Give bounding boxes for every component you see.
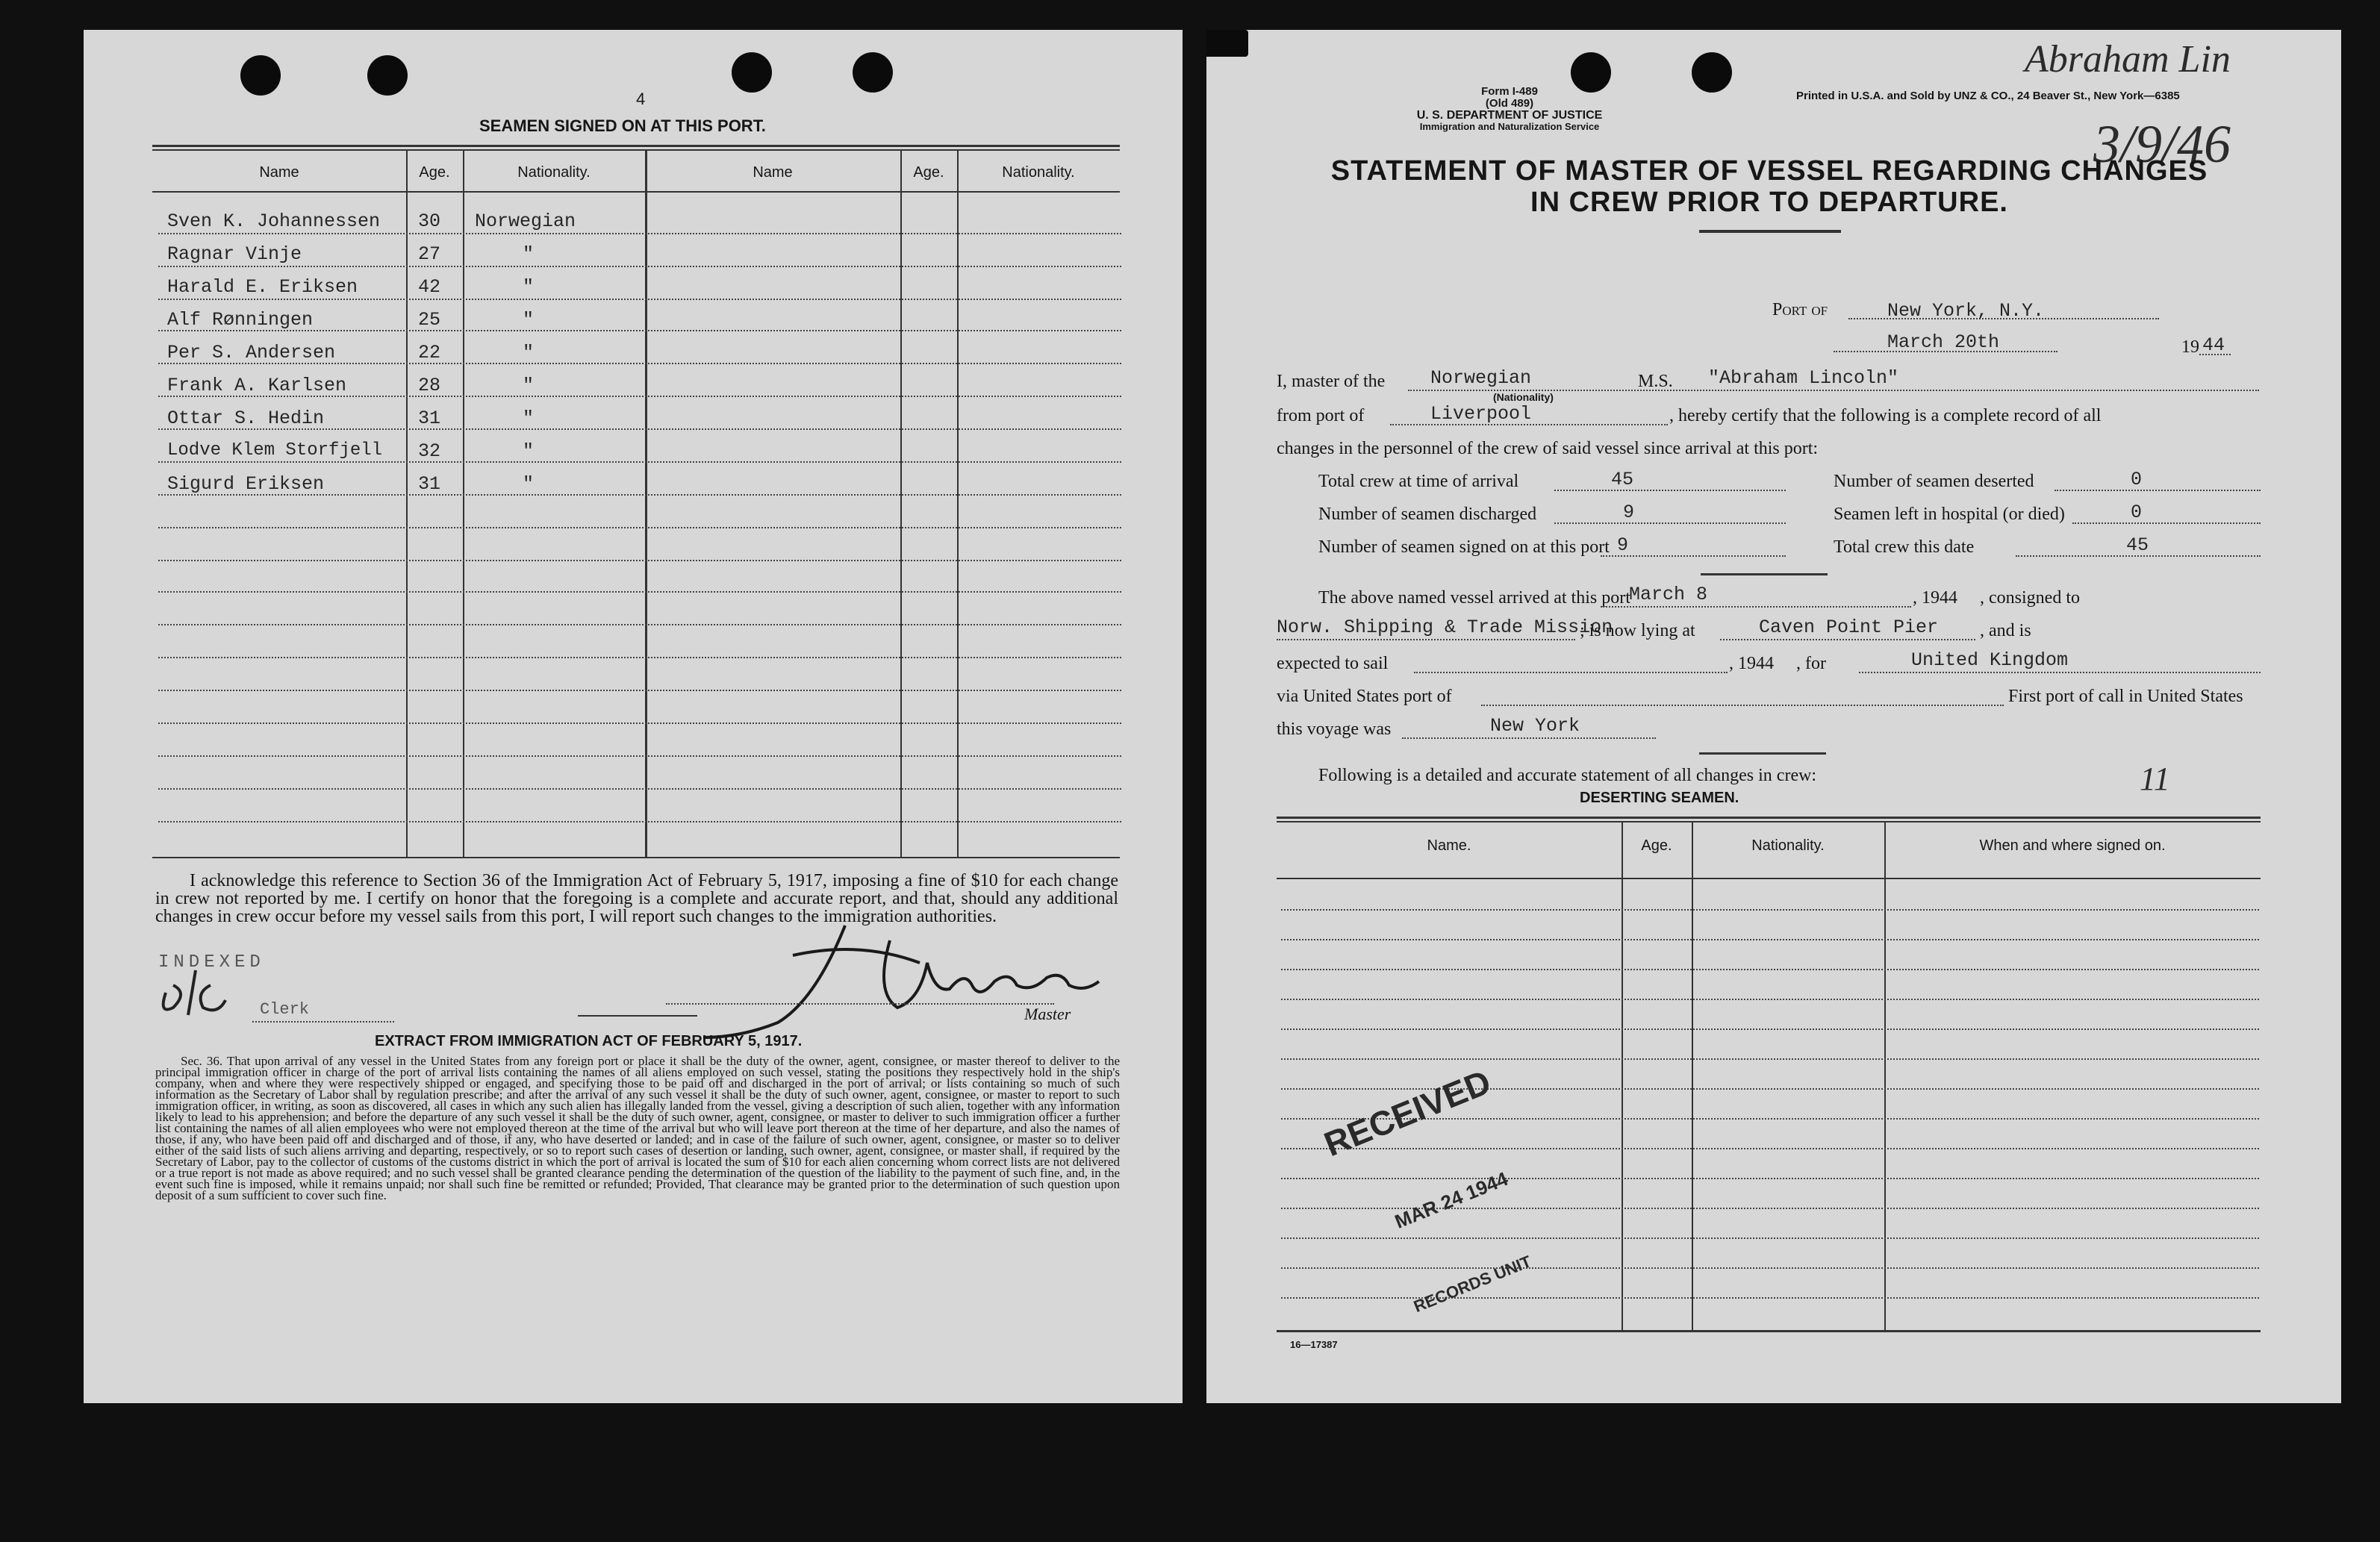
- short-rule: [1701, 573, 1828, 575]
- form-code: 16—17387: [1290, 1339, 1338, 1350]
- hospital-value: 0: [2131, 502, 2143, 523]
- master-signature: [696, 911, 1114, 1045]
- left-page: [84, 30, 1183, 1403]
- extract-title: EXTRACT FROM IMMIGRATION ACT OF FEBRUARY 5, 1917.: [375, 1033, 803, 1049]
- deserting-col-signed-on: When and where signed on.: [1979, 837, 2166, 854]
- total-crew-date-label: Total crew this date: [1834, 537, 1975, 557]
- acknowledgement-text: I acknowledge this reference to Section 36 of the Immigration Act of February 5, 1917, imposing a fine of $10 for each change in crew not reported by me. I certify on honor that the foregoing is a complete and accurate report, and that, should any additional changes in crew occur before my vessel sails from this port, I will report such changes to the immigration authorities.: [155, 871, 1118, 926]
- seaman-name: Sven K. Johannessen: [167, 210, 381, 232]
- clerk-initials: [151, 963, 240, 1023]
- seaman-name: Sigurd Eriksen: [167, 473, 325, 495]
- indexed-stamp: INDEXED: [158, 952, 265, 973]
- col-header-age: Age.: [419, 164, 450, 181]
- column-divider: [645, 149, 647, 857]
- following-text: Following is a detailed and accurate statement of all changes in crew:: [1318, 766, 1817, 785]
- seaman-age: 25: [418, 309, 441, 331]
- column-divider: [957, 149, 959, 857]
- total-crew-arrival-line: [1554, 490, 1786, 491]
- records-unit-stamp: RECORDS UNIT: [1411, 1252, 1534, 1317]
- seaman-age: 32: [418, 440, 441, 462]
- right-page: [1206, 30, 2341, 1403]
- lying-line: [1720, 639, 1975, 640]
- destination-line: [1859, 672, 2261, 673]
- column-divider: [1622, 821, 1623, 1330]
- form-old: (Old 489): [1485, 97, 1534, 110]
- seaman-nationality: ": [523, 408, 535, 429]
- table-bottom-rule: [152, 857, 1120, 858]
- handwritten-vessel-note: Abraham Lin: [2025, 38, 2231, 81]
- arrived-year: , 1944: [1913, 588, 1957, 608]
- form-number: Form I-489: [1481, 85, 1538, 98]
- title-line-1: STATEMENT OF MASTER OF VESSEL REGARDING CHANGES: [1330, 155, 2208, 187]
- first-port-value: New York: [1490, 715, 1580, 737]
- deserting-top-rule: [1277, 817, 2261, 819]
- discharged-label: Number of seamen discharged: [1318, 505, 1537, 524]
- seaman-name: Frank A. Karlsen: [167, 375, 347, 396]
- seaman-nationality: ": [523, 342, 535, 363]
- master-of-label: I, master of the: [1277, 372, 1386, 391]
- deserted-line: [2055, 490, 2261, 491]
- received-date-stamp: MAR 24 1944: [1392, 1167, 1511, 1233]
- seaman-nationality: ": [523, 243, 535, 265]
- lying-label: ; is now lying at: [1580, 621, 1695, 640]
- seaman-age: 31: [418, 408, 441, 429]
- clerk-line: [252, 1021, 394, 1023]
- column-divider: [1884, 821, 1886, 1330]
- seaman-age: 22: [418, 342, 441, 363]
- col-header-nationality: Nationality.: [517, 164, 591, 181]
- vessel-name: "Abraham Lincoln": [1708, 367, 1899, 389]
- arrived-label: The above named vessel arrived at this port: [1318, 588, 1630, 608]
- printer-credit: Printed in U.S.A. and Sold by UNZ & CO., 24 Beaver St., New York—6385: [1796, 90, 2180, 102]
- service: Immigration and Naturalization Service: [1419, 121, 1600, 132]
- signed-on-line: [1601, 555, 1786, 557]
- page-number: 4: [636, 90, 646, 108]
- and-is-label: , and is: [1980, 621, 2031, 640]
- vessel-prefix: M.S.: [1638, 372, 1673, 391]
- seaman-age: 31: [418, 473, 441, 495]
- punch-hole: [732, 52, 772, 93]
- seaman-nationality: ": [523, 440, 535, 462]
- consignee-value: Norw. Shipping & Trade Mission: [1277, 617, 1613, 638]
- total-crew-arrival-value: 45: [1611, 469, 1634, 490]
- torn-corner: [1206, 30, 1248, 57]
- this-voyage-label: this voyage was: [1277, 720, 1392, 739]
- deserted-label: Number of seamen deserted: [1834, 472, 2034, 491]
- handwritten-count: 11: [2140, 761, 2170, 797]
- deserted-value: 0: [2131, 469, 2143, 490]
- col-header-name: Name: [753, 164, 793, 181]
- short-rule: [578, 1015, 697, 1017]
- port-label: Port of: [1772, 300, 1828, 319]
- signed-on-value: 9: [1617, 534, 1629, 556]
- punch-hole: [367, 55, 408, 96]
- year-prefix: 19: [2181, 337, 2199, 357]
- punch-hole: [1692, 52, 1732, 93]
- seaman-age: 27: [418, 243, 441, 265]
- master-label: Master: [1024, 1005, 1071, 1023]
- table-top-rule: [152, 149, 1120, 151]
- this-voyage-line: [1402, 737, 1656, 739]
- seaman-nationality: ": [523, 375, 535, 396]
- col-header-name: Name: [259, 164, 299, 181]
- discharged-value: 9: [1623, 502, 1635, 523]
- expected-line: [1414, 672, 1728, 673]
- arrived-value: March 8: [1629, 584, 1708, 605]
- deserting-title: DESERTING SEAMEN.: [1580, 790, 1739, 806]
- handwritten-date: 3/9/46: [2093, 114, 2231, 174]
- discharged-line: [1554, 522, 1786, 524]
- column-divider: [406, 149, 408, 857]
- deserting-bottom-rule: [1277, 1330, 2261, 1332]
- port-value: New York, N.Y.: [1887, 300, 2045, 322]
- deserting-col-nationality: Nationality.: [1751, 837, 1825, 854]
- certify-text: , hereby certify that the following is a complete record of all: [1669, 406, 2102, 425]
- lying-value: Caven Point Pier: [1759, 617, 1939, 638]
- via-label: via United States port of: [1277, 687, 1452, 706]
- seaman-age: 28: [418, 375, 441, 396]
- consignee-line: [1277, 639, 1575, 640]
- first-port-label: First port of call in United States: [2008, 687, 2243, 706]
- extract-text: Sec. 36. That upon arrival of any vessel in the United States from any foreign port or place it shall be the duty of the owner, agent, consignee, or master thereof to deliver to the principal immigration officer in charge of the port of arrival lists containing the names of all aliens employed on such vessel, stating the positions they respectively hold in the ship's company, when and where they were respectively shipped or engaged, and specifying those to be paid off and discharged in the port of arrival; or lists containing so much of such information as the Secretary of Labor shall by regulation prescribe; and after the arrival of any such vessel it shall be the duty of such owner, agent, consignee, or master to report to such immigration officer, in writing, as soon as discovered, all cases in which any such alien has illegally landed from the vessel, giving a description of such alien, together with any information likely to lead to his apprehension; and before the departure of any such vessel it shall be the duty of such owner, agent, consignee, or master to deliver to such immigration officer a further list containing the names of all alien employees who were not employed thereon at the time of the arrival but who will leave port thereon at the time of her departure, and also the names of those, if any, who have been paid off and discharged and of those, if any, who have deserted or landed; and in case of the failure of such owner, agent, consignee, or master so to deliver either of the said lists of such aliens arriving and departing, respectively, or so to report such cases of desertion or landing, such owner, agent, consignee, or master shall, if required by the Secretary of Labor, pay to the collector of customs of the customs district in which the port of arrival is located the sum of $10 for each alien concerning whom correct lists are not delivered or a true report is not made as above required; and no such vessel shall be granted clearance pending the determination of the question of the liability to the payment of such fine, and, in the event such fine is imposed, while it remains unpaid; nor shall such fine be remitted or refunded; Provided, That clearance may be granted prior to the determination of such question upon deposit of a sum sufficient to cover such fine.: [155, 1054, 1120, 1202]
- from-port-value: Liverpool: [1430, 403, 1532, 425]
- seaman-nationality: ": [523, 276, 535, 298]
- hospital-line: [2072, 522, 2261, 524]
- seaman-name: Per S. Andersen: [167, 342, 336, 363]
- seaman-nationality: Norwegian: [475, 210, 576, 232]
- title-underline: [1699, 230, 1841, 233]
- received-stamp: RECEIVED: [1318, 1061, 1496, 1164]
- total-crew-date-value: 45: [2126, 534, 2149, 556]
- col-header-nationality: Nationality.: [1002, 164, 1075, 181]
- seaman-age: 42: [418, 276, 441, 298]
- column-divider: [1692, 821, 1693, 1330]
- short-rule: [1699, 752, 1826, 755]
- seaman-name: Ottar S. Hedin: [167, 408, 325, 429]
- title-line-2: IN CREW PRIOR TO DEPARTURE.: [1530, 187, 2008, 218]
- section-title: SEAMEN SIGNED ON AT THIS PORT.: [479, 116, 766, 135]
- seaman-name: Lodve Klem Storfjell: [167, 440, 383, 461]
- seaman-nationality: ": [523, 309, 535, 331]
- year-line: [2199, 354, 2231, 355]
- seaman-name: Harald E. Eriksen: [167, 276, 358, 298]
- from-port-label: from port of: [1277, 406, 1365, 425]
- department: U. S. DEPARTMENT OF JUSTICE: [1416, 109, 1603, 122]
- seaman-age: 30: [418, 210, 441, 232]
- arrived-line: [1601, 606, 1911, 608]
- total-crew-arrival-label: Total crew at time of arrival: [1318, 472, 1519, 491]
- master-line: [666, 1003, 1054, 1005]
- date-value: March 20th: [1887, 331, 2000, 353]
- deserting-top-rule: [1277, 821, 2261, 822]
- nationality-caption: (Nationality): [1493, 391, 1554, 403]
- col-header-age: Age.: [913, 164, 944, 181]
- column-divider: [900, 149, 902, 857]
- table-top-rule: [152, 145, 1120, 147]
- punch-hole: [1571, 52, 1611, 93]
- seaman-nationality: ": [523, 473, 535, 495]
- signed-on-label: Number of seamen signed on at this port: [1318, 537, 1610, 557]
- nationality-value: Norwegian: [1430, 367, 1532, 389]
- punch-hole: [240, 55, 281, 96]
- deserting-col-name: Name.: [1427, 837, 1471, 854]
- deserting-header-rule: [1277, 878, 2261, 879]
- punch-hole: [853, 52, 893, 93]
- expected-label: expected to sail: [1277, 654, 1389, 673]
- destination-value: United Kingdom: [1911, 649, 2069, 671]
- deserting-col-age: Age.: [1641, 837, 1672, 854]
- column-divider: [463, 149, 464, 857]
- year-value: 44: [2202, 334, 2225, 356]
- consigned-label: , consigned to: [1980, 588, 2080, 608]
- clerk-label: Clerk: [260, 1000, 310, 1019]
- hospital-label: Seamen left in hospital (or died): [1834, 505, 2065, 524]
- changes-text: changes in the personnel of the crew of said vessel since arrival at this port:: [1277, 439, 1819, 458]
- expected-year: , 1944: [1729, 654, 1774, 673]
- for-label: , for: [1796, 654, 1826, 673]
- seaman-name: Ragnar Vinje: [167, 243, 302, 265]
- table-header-rule: [152, 191, 1120, 193]
- seaman-name: Alf Rønningen: [167, 309, 314, 331]
- via-line: [1481, 705, 2004, 706]
